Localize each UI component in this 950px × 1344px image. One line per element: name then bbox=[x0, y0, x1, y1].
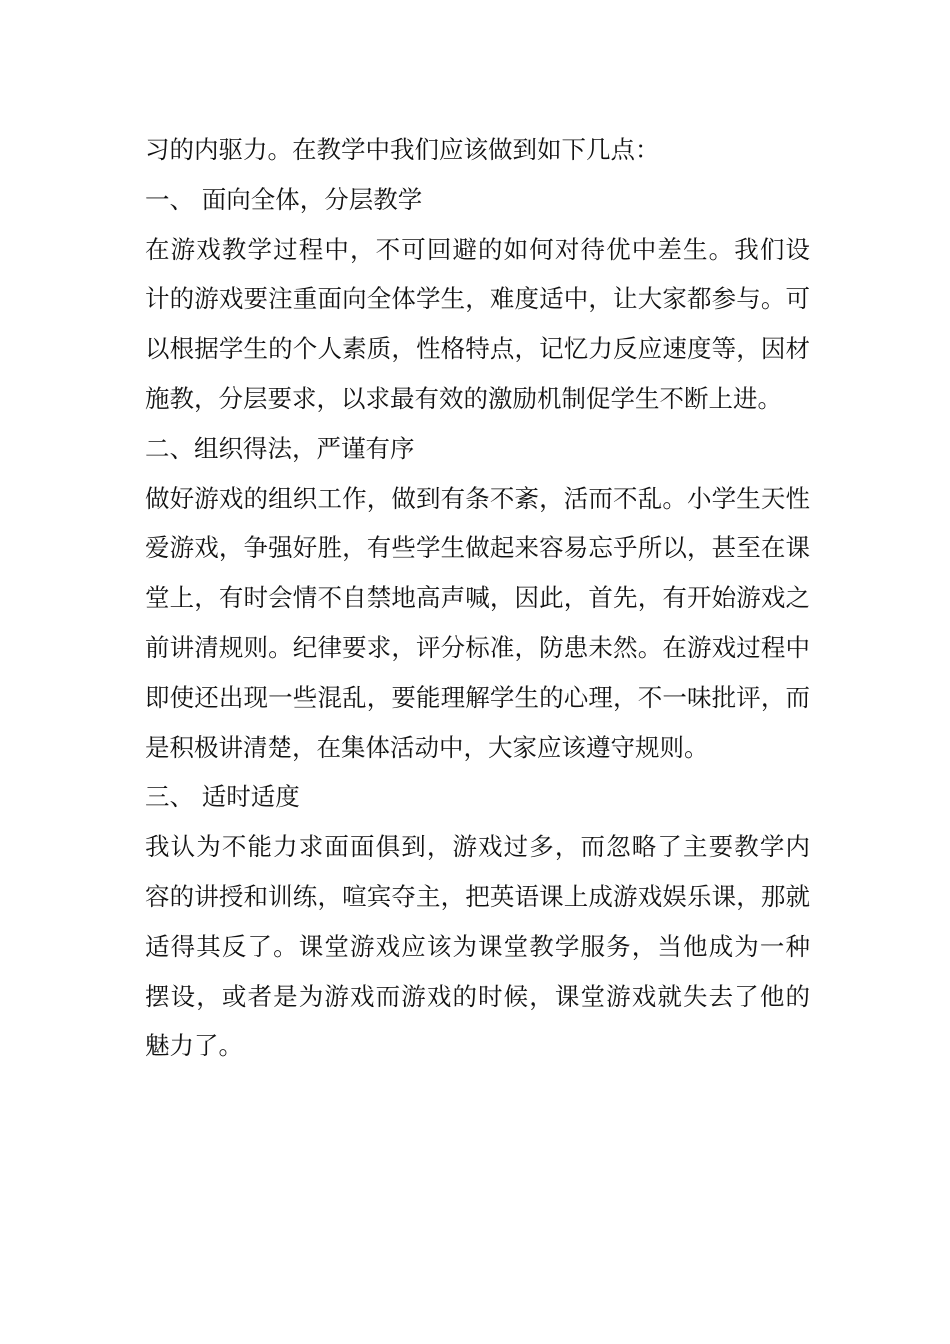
section-heading-1: 一、 面向全体，分层教学 bbox=[145, 184, 423, 214]
text-line: 我认为不能力求面面俱到，游戏过多，而忽略了主要教学内 bbox=[145, 832, 810, 862]
text-line: 即使还出现一些混乱，要能理解学生的心理，不一味批评，而 bbox=[145, 682, 810, 712]
text-line: 堂上，有时会情不自禁地高声喊，因此，首先，有开始游戏之 bbox=[145, 583, 810, 613]
text-line: 以根据学生的个人素质，性格特点，记忆力反应速度等，因材 bbox=[145, 334, 810, 364]
text-line: 在游戏教学过程中，不可回避的如何对待优中差生。我们设 bbox=[145, 234, 810, 264]
text-line: 爱游戏，争强好胜，有些学生做起来容易忘乎所以，甚至在课 bbox=[145, 533, 810, 563]
text-line: 前讲清规则。纪律要求，评分标准，防患未然。在游戏过程中 bbox=[145, 632, 810, 662]
text-line: 习的内驱力。在教学中我们应该做到如下几点： bbox=[145, 135, 660, 164]
text-line: 施教，分层要求，以求最有效的激励机制促学生不断上进。 bbox=[145, 383, 782, 413]
document-body bbox=[145, 125, 810, 1071]
text-line: 魅力了。 bbox=[145, 1031, 243, 1061]
section-heading-3: 三、 适时适度 bbox=[145, 782, 300, 812]
section-heading-2: 二、组织得法，严谨有序 bbox=[145, 433, 415, 463]
text-line: 容的讲授和训练，喧宾夺主，把英语课上成游戏娱乐课，那就 bbox=[145, 881, 810, 911]
text-line: 做好游戏的组织工作，做到有条不紊，活而不乱。小学生天性 bbox=[145, 483, 810, 513]
text-line: 适得其反了。课堂游戏应该为课堂教学服务，当他成为一种 bbox=[145, 931, 810, 961]
text-line: 摆设，或者是为游戏而游戏的时候，课堂游戏就失去了他的 bbox=[145, 981, 810, 1011]
text-line: 是积极讲清楚，在集体活动中，大家应该遵守规则。 bbox=[145, 732, 709, 762]
text-line: 计的游戏要注重面向全体学生，难度适中，让大家都参与。可 bbox=[145, 284, 810, 314]
